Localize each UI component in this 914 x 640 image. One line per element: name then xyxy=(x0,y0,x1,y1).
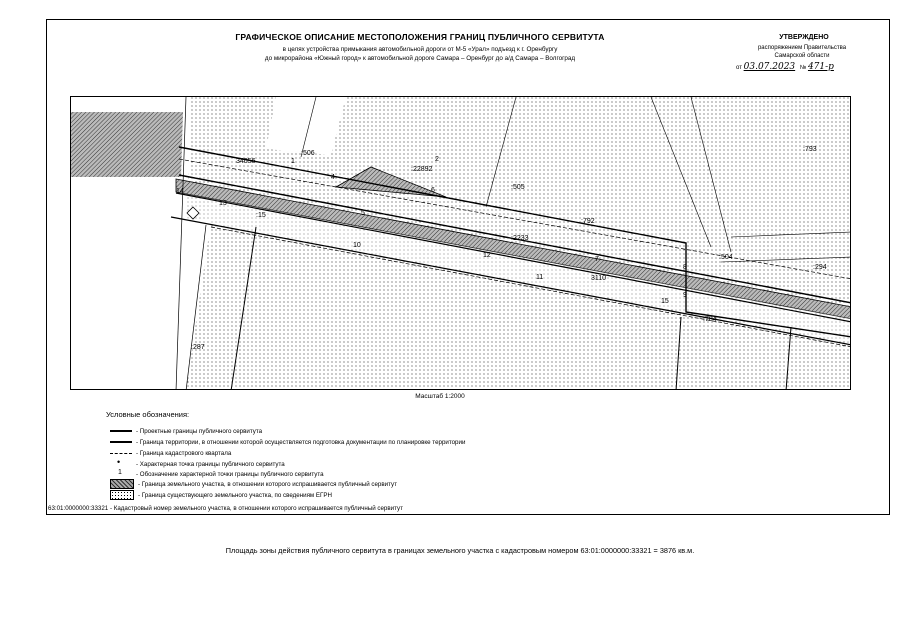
legend-title: Условные обозначения: xyxy=(106,410,190,419)
point-5: 5 xyxy=(361,210,365,217)
cadastral-number-text: - Кадастровый номер земельного участка, в отношении которого испрашивается публичный сервитут xyxy=(109,505,403,512)
point-15: 15 xyxy=(661,298,669,305)
label-505: :505 xyxy=(511,184,525,191)
cadastral-map xyxy=(70,96,851,390)
legend-symbol-dot xyxy=(110,460,132,468)
legend-item-point-label: 1 - Обозначение характерной точки границы публичного сервитута xyxy=(110,469,324,479)
label-784: :784 xyxy=(703,316,717,323)
label-294: :294 xyxy=(813,264,827,271)
cadastral-number: 63:01:0000000:33321 xyxy=(48,505,109,512)
label-793: :793 xyxy=(803,146,817,153)
hatched-parcel-left xyxy=(71,112,183,177)
document-title: ГРАФИЧЕСКОЕ ОПИСАНИЕ МЕСТОПОЛОЖЕНИЯ ГРАНИЦ ПУБЛИЧНОГО СЕРВИТУТА xyxy=(235,32,605,42)
point-11: 11 xyxy=(536,274,544,281)
label-506: :506 xyxy=(301,150,315,157)
map-drawing xyxy=(71,97,851,390)
legend-item-cadastral-quarter: - Граница кадастрового квартала xyxy=(110,448,231,458)
point-12: 12 xyxy=(483,252,491,259)
legend-symbol-thick-line xyxy=(110,427,132,435)
approval-title: УТВЕРЖДЕНО xyxy=(779,34,829,41)
point-8: 8 xyxy=(683,264,687,271)
label-504: :504 xyxy=(719,254,733,261)
approval-number-prefix: № xyxy=(799,65,807,71)
label-22892: :22892 xyxy=(411,166,433,173)
legend-item-characteristic-point: • - Характерная точка границы публичного сервитута xyxy=(110,459,285,469)
approval-number-value: 471-р xyxy=(807,62,834,72)
point-9: 9 xyxy=(683,292,687,299)
label-3110: 3110 xyxy=(591,275,607,282)
legend-item-territory-boundary: - Граница территории, в отношении которой осуществляется подготовка документации по планировке территории xyxy=(110,437,465,447)
point-13: 13 xyxy=(219,200,227,207)
document-subtitle-line1: в целях устройства примыкания автомобильной дороги от М-5 «Урал» подъезд к г. Оренбургу xyxy=(282,46,558,53)
label-792: :792 xyxy=(581,218,595,225)
document-subtitle-line2: до микрорайона «Южный город» к автомобильной дороге Самара – Оренбург до а/д Самара – Волгоград xyxy=(264,55,576,62)
point-1: 1 xyxy=(291,158,295,165)
approval-date-prefix: от xyxy=(736,65,742,71)
approval-line1: распоряжением Правительства xyxy=(757,45,847,51)
approval-date-row xyxy=(736,62,834,72)
map-scale: Масштаб 1:2000 xyxy=(415,393,465,400)
approval-line2: Самарской области xyxy=(774,53,830,59)
point-2: 2 xyxy=(435,156,439,163)
servitude-area-text: Площадь зоны действия публичного сервитута в границах земельного участка с кадастровым номером 63:01:0000000:33321 = 3876 кв.м. xyxy=(225,546,695,555)
label-34056: 34056 xyxy=(236,158,256,165)
legend-item-project-boundary: - Проектные границы публичного сервитута xyxy=(110,426,262,436)
legend-item-egrn-parcel: - Граница существующего земельного участка, по сведениям ЕГРН xyxy=(110,490,332,500)
legend-symbol-dashed-line xyxy=(110,449,132,457)
legend-item-servitude-parcel: - Граница земельного участка, в отношении которого испрашивается публичный сервитут xyxy=(110,479,397,489)
legend-symbol-dots xyxy=(110,490,134,500)
point-7: 7 xyxy=(595,256,599,263)
point-6: 6 xyxy=(431,187,435,194)
point-4: 4 xyxy=(331,174,335,181)
legend-symbol-number xyxy=(110,470,132,478)
label-15: :15 xyxy=(256,212,266,219)
legend-symbol-thick-line xyxy=(110,438,132,446)
label-2233: :2233 xyxy=(511,235,529,242)
label-287: :287 xyxy=(191,344,205,351)
point-14: 14 xyxy=(176,188,184,195)
point-10: 10 xyxy=(353,242,361,249)
legend-symbol-hatch xyxy=(110,479,134,489)
approval-date-value: 03.07.2023 xyxy=(743,62,796,72)
legend-item-cadastral-number xyxy=(48,505,403,512)
